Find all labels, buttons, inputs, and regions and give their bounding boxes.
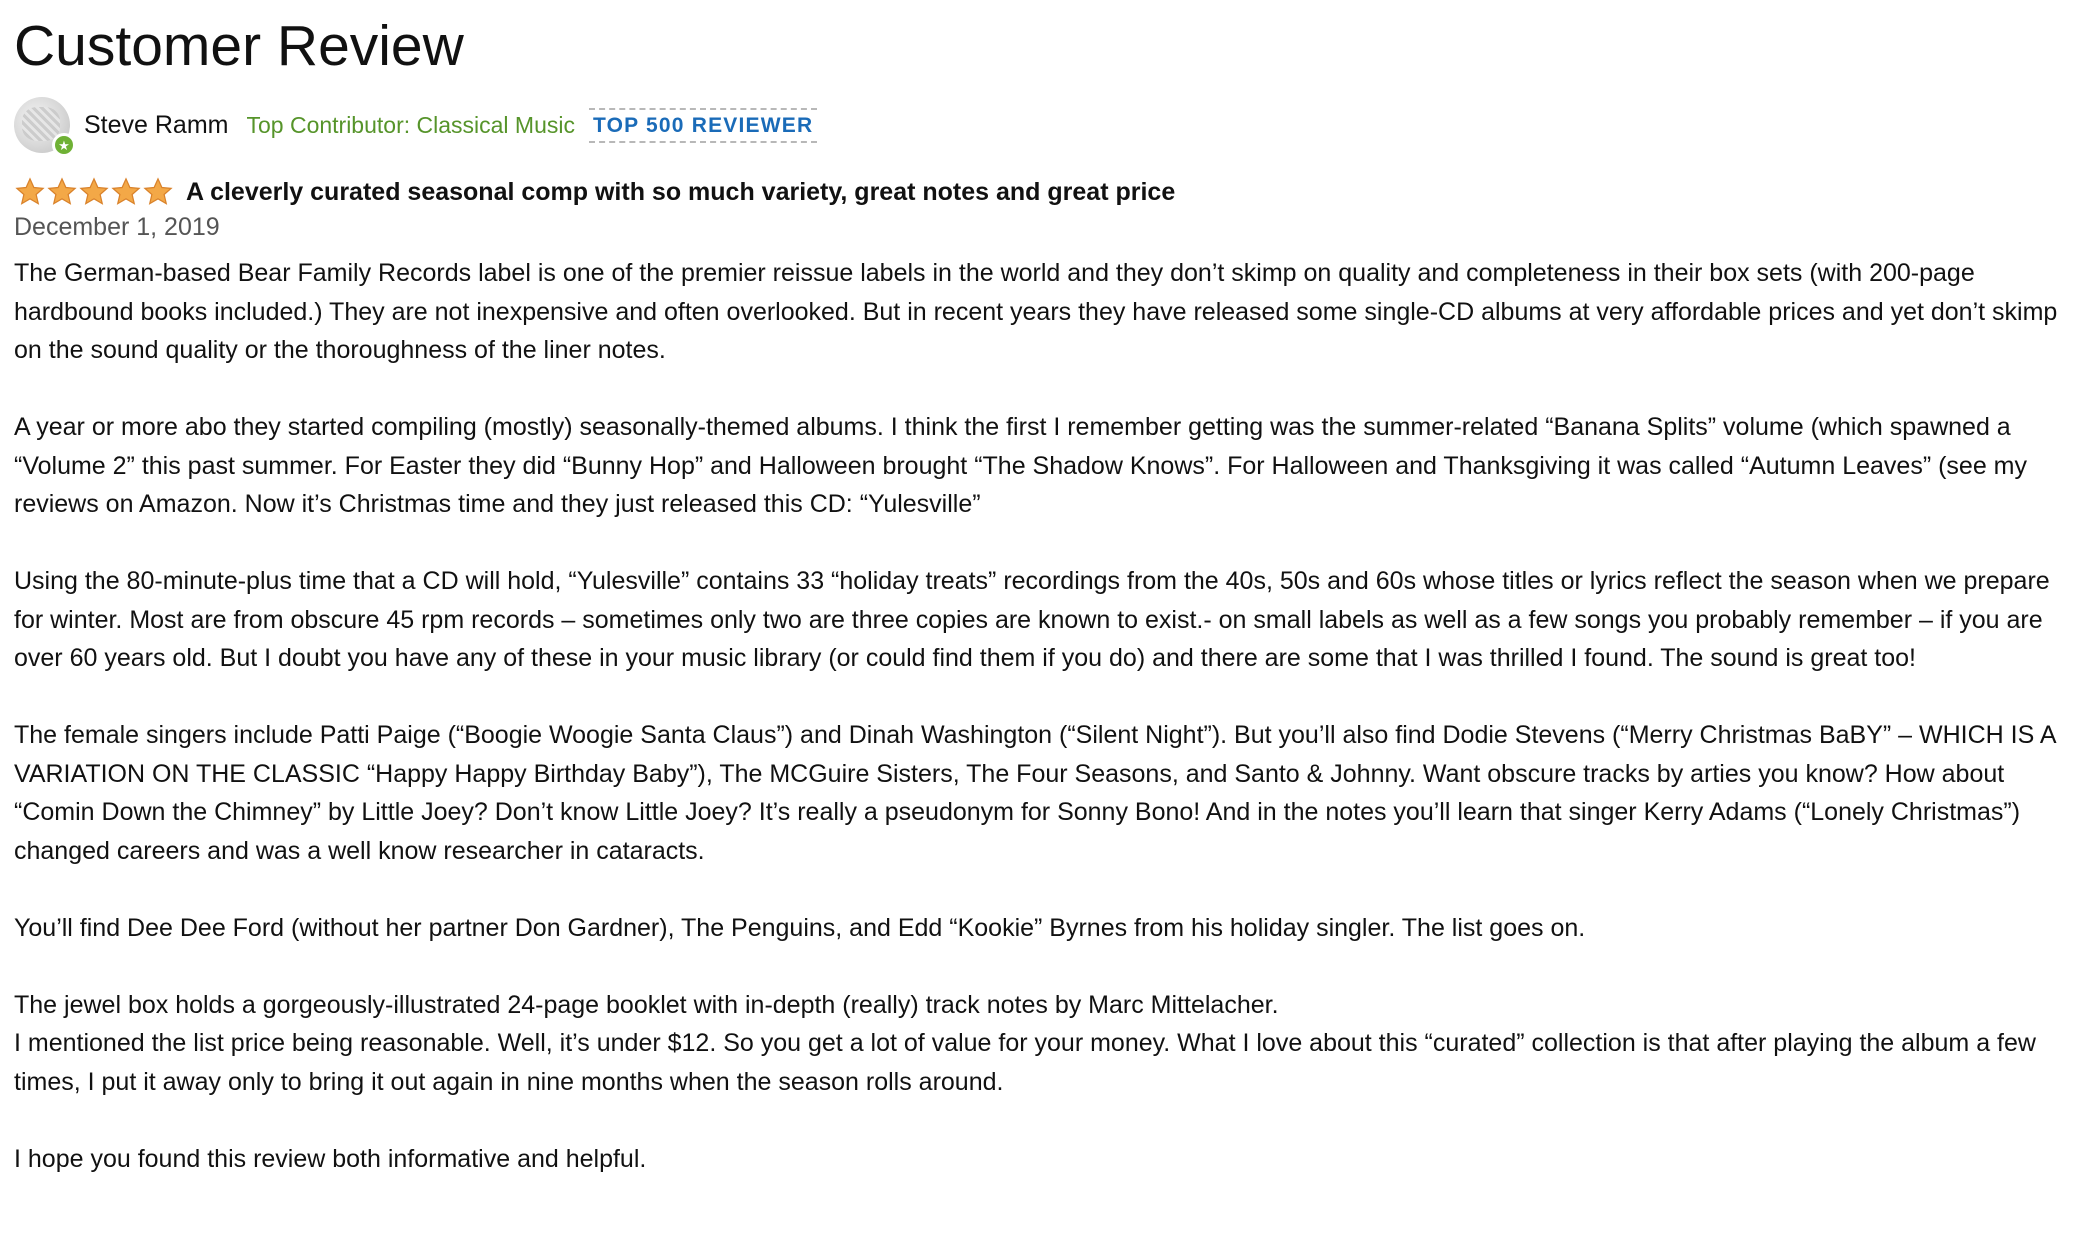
review-paragraph: I hope you found this review both informative and helpful.	[14, 1144, 647, 1173]
reviewer-profile[interactable]	[14, 93, 2074, 157]
star-rating[interactable]	[14, 177, 174, 207]
reviewer-name[interactable]: Steve Ramm	[84, 110, 229, 139]
review-paragraph: The female singers include Patti Paige (“Boogie Woogie Santa Claus”) and Dinah Washington (“Silent Night”). But you’ll also find Dodie Stevens (“Merry Christmas BaBY” – WHICH IS A VARIATION ON THE CLASSIC “Happy Happy Birthday Baby”), The MCGuire Sisters, The Four Seasons, and Santo & Johnny. Want obscure tracks by arties you know? How about “Comin Down the Chimney” by Little Joey? Don’t know Little Joey? It’s really a pseudonym for Sonny Bono! And in the notes you’ll learn that singer Kerry Adams (“Lonely Christmas”) changed careers and was a well know researcher in cataracts.	[14, 721, 2056, 865]
review-paragraph: The jewel box holds a gorgeously-illustrated 24-page booklet with in-depth (really) track notes by Marc Mittelacher.	[14, 990, 1279, 1019]
review-title: A cleverly curated seasonal comp with so much variety, great notes and great price	[186, 177, 1176, 206]
review-date: December 1, 2019	[14, 213, 220, 241]
review-body	[14, 254, 2074, 1178]
review-paragraph: The German-based Bear Family Records label is one of the premier reissue labels in the world and they don’t skimp on quality and completeness in their box sets (with 200-page hardbound books included.) They are not inexpensive and often overlooked. But in recent years they have released some single-CD albums at very affordable prices and yet don’t skimp on the sound quality or the thoroughness of the liner notes.	[14, 259, 2058, 364]
review-paragraph: You’ll find Dee Dee Ford (without her partner Don Gardner), The Penguins, and Edd “Kookie” Byrnes from his holiday singler. The list goes on.	[14, 913, 1586, 942]
star-icon	[46, 177, 78, 207]
review-paragraph: Using the 80-minute-plus time that a CD will hold, “Yulesville” contains 33 “holiday treats” recordings from the 40s, 50s and 60s whose titles or lyrics reflect the season when we prepare for winter. Most are from obscure 45 rpm records – sometimes only two are three copies are known to exist.- on small labels as well as a few songs you probably remember – if you are over 60 years old. But I doubt you have any of these in your music library (or could find them if you do) and there are some that I was thrilled I found. The sound is great too!	[14, 567, 2050, 672]
review-page	[14, 0, 2074, 1217]
review-paragraph: A year or more abo they started compiling (mostly) seasonally-themed albums. I think the first I remember getting was the summer-related “Banana Splits” volume (which spawned a “Volume 2” this past summer. For Easter they did “Bunny Hop” and Halloween brought “The Shadow Knows”. For Halloween and Thanksgiving it was called “Autumn Leaves” (see my reviews on Amazon. Now it’s Christmas time and they just released this CD: “Yulesville”	[14, 413, 2028, 518]
page-title: Customer Review	[14, 14, 464, 78]
review-header	[14, 177, 2074, 207]
star-badge-icon: ★	[52, 133, 76, 157]
star-icon	[142, 177, 174, 207]
contributor-badge[interactable]: Top Contributor: Classical Music	[246, 111, 575, 138]
top-reviewer-badge[interactable]: TOP 500 REVIEWER	[589, 108, 817, 143]
star-icon	[78, 177, 110, 207]
star-icon	[14, 177, 46, 207]
star-icon	[110, 177, 142, 207]
review-paragraph: I mentioned the list price being reasonable. Well, it’s under $12. So you get a lot of value for your money. What I love about this “curated” collection is that after playing the album a few times, I put it away only to bring it out again in nine months when the season rolls around.	[14, 1029, 2036, 1096]
profile-avatar-icon[interactable]	[14, 97, 70, 153]
